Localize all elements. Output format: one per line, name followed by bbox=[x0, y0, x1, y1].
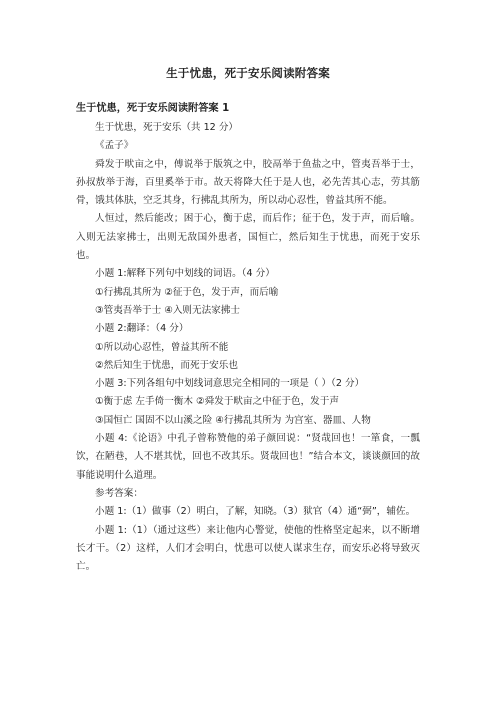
question-3: 小题 3:下列各组句中划线词意思完全相同的一项是（ ）（2 分） bbox=[95, 378, 365, 390]
question-2-item-b: ②然后知生于忧患，而死于安乐也 bbox=[95, 359, 238, 371]
paragraph-source: 《孟子》 bbox=[95, 140, 134, 152]
question-1: 小题 1:解释下列句中划线的词语。（4 分） bbox=[95, 268, 275, 280]
paragraph-text-1: 舜发于畎亩之中，傅说举于版筑之中，胶鬲举于鱼盐之中，管夷吾举于士，孙叔敖举于海，百里奚举于市。故天将降大任于是人也，必先苦其心志，劳其筋骨，饿其体肤，空乏其身，行拂乱其所为，所以动心忍性，曾益其所不能。 bbox=[76, 158, 420, 207]
answers-heading: 参考答案： bbox=[95, 487, 143, 499]
answer-2: 小题 1:（1）（通过这些）来让他内心警觉，使他的性格坚定起来，以不断增长才干。（2）这样，人们才会明白，忧患可以使人谋求生存，而安乐必将导致灭亡。 bbox=[76, 524, 420, 573]
document-title: 生于忧患，死于安乐阅读附答案 bbox=[166, 66, 330, 80]
paragraph-heading: 生于忧患，死于安乐（共 12 分） bbox=[95, 122, 239, 133]
question-3-item-a: ①衡于虑 左手倚一衡木 ②舜发于畎亩之中征于色，发于声 bbox=[95, 396, 339, 408]
paragraph-text-2: 人恒过，然后能改；困于心，衡于虑，而后作；征于色，发于声，而后喻。入则无法家拂士，出则无敌国外患者，国恒亡，然后知生于忧患，而死于安乐也。 bbox=[76, 213, 420, 262]
answer-1: 小题 1:（1）做事（2）明白，了解，知晓。（3）狱官（4）通“弼”，辅佐。 bbox=[95, 506, 416, 518]
question-1-item-a: ①行拂乱其所为 ②征于色，发于声，而后喻 bbox=[95, 286, 279, 298]
question-1-item-b: ③管夷吾举于士 ④入则无法家拂士 bbox=[95, 304, 240, 316]
question-2: 小题 2:翻译：（4 分） bbox=[95, 323, 189, 335]
section-title: 生于忧患，死于安乐阅读附答案 1 bbox=[76, 103, 230, 114]
question-4: 小题 4:《论语》中孔子曾称赞他的弟子颜回说：“贤哉回也！一箪食，一瓢饮，在陋巷，人不堪其忧，回也不改其乐。贤哉回也！”结合本文，谈谈颜回的故事能说明什么道理。 bbox=[76, 433, 420, 481]
question-3-item-b: ③国恒亡 国固不以山溪之险 ④行拂乱其所为 为宫室、器皿、人物 bbox=[95, 414, 371, 426]
question-2-item-a: ①所以动心忍性，曾益其所不能 bbox=[95, 341, 229, 353]
